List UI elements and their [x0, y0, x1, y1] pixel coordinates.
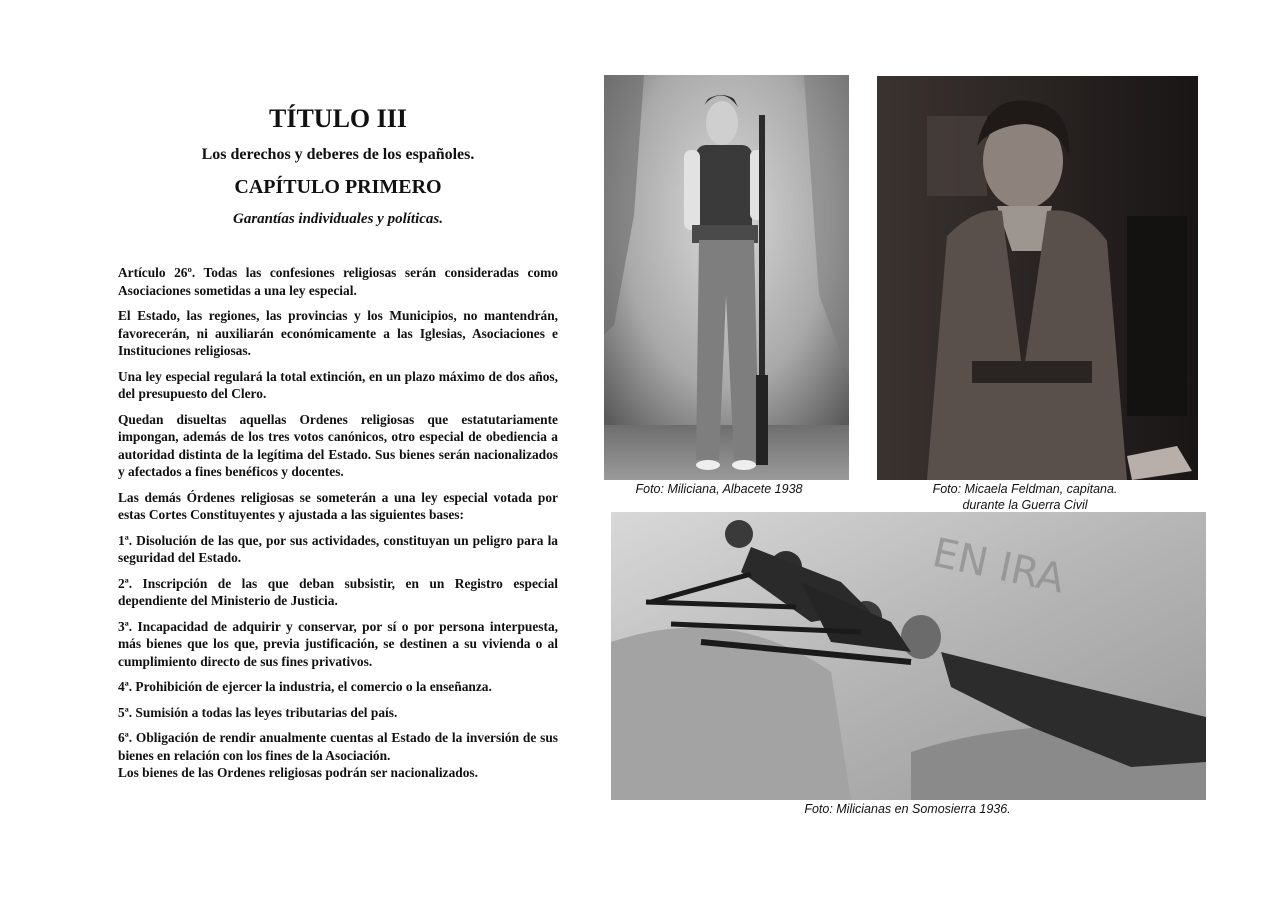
chapter-subtitle: Garantías individuales y políticas.	[232, 211, 443, 227]
photo-micaela-feldman-caption-line2: durante la Guerra Civil	[962, 498, 1088, 512]
article-paragraph: Artículo 26º. Todas las confesiones religiosas serán consideradas como Asociaciones sometidas a una ley especial.	[118, 265, 558, 298]
photo-micaela-feldman-caption	[900, 481, 1150, 513]
article-text	[118, 264, 558, 782]
photo-micaela-feldman-image	[877, 76, 1198, 480]
article-paragraph: Las demás Órdenes religiosas se someterán a una ley especial votada por estas Cortes Constituyentes y ajustada a las siguientes bases:	[118, 489, 558, 522]
svg-text:EN IRA: EN IRA	[928, 529, 1069, 603]
photo-miliciana-image	[604, 75, 849, 480]
article-paragraph: El Estado, las regiones, las provincias y los Municipios, no mantendrán, favorecerán, ni auxiliarán económicamente a las Iglesias, Asociaciones e Instituciones religiosas.	[118, 308, 558, 358]
photo-miliciana	[604, 75, 849, 480]
photo-milicianas-somosierra-caption: Foto: Milicianas en Somosierra 1936.	[804, 802, 1011, 816]
article-paragraph: 1ª. Disolución de las que, por sus actividades, constituyan un peligro para la seguridad del Estado.	[118, 532, 558, 565]
page-title: TÍTULO III	[269, 104, 407, 133]
photo-miliciana-caption: Foto: Miliciana, Albacete 1938	[635, 482, 803, 496]
page-subtitle: Los derechos y deberes de los españoles.	[201, 146, 475, 163]
photo-micaela-feldman	[877, 76, 1198, 480]
article-paragraph: 3ª. Incapacidad de adquirir y conservar, por sí o por persona interpuesta, más bienes que los que, previa justificación, se destinen a su vivienda o al cumplimiento directo de sus fines privativos.	[118, 618, 558, 669]
photo-milicianas-somosierra	[611, 512, 1206, 800]
title-block	[118, 100, 558, 236]
article-paragraph: 4ª. Prohibición de ejercer la industria, el comercio o la enseñanza.	[118, 679, 492, 694]
article-paragraph: 2ª. Inscripción de las que deban subsistir, en un Registro especial dependiente del Ministerio de Justicia.	[118, 575, 558, 608]
article-paragraph: Los bienes de las Ordenes religiosas podrán ser nacionalizados.	[118, 765, 478, 780]
photo-milicianas-somosierra-image	[611, 512, 1206, 800]
article-paragraph: 5ª. Sumisión a todas las leyes tributarias del país.	[118, 704, 398, 720]
photo-micaela-feldman-caption-line1: Foto: Micaela Feldman, capitana.	[932, 482, 1118, 496]
article-paragraph: Quedan disueltas aquellas Ordenes religiosas que estatutariamente impongan, además de los tres votos canónicos, otro especial de obediencia a autoridad distinta de la legítima del Estado. Sus bienes serán nacionalizados y afectados a fines benéficos y docentes.	[118, 411, 558, 479]
article-paragraph: Una ley especial regulará la total extinción, en un plazo máximo de dos años, del presupuesto del Clero.	[118, 368, 558, 401]
chapter-title: CAPÍTULO PRIMERO	[234, 176, 442, 198]
article-paragraph: 6ª. Obligación de rendir anualmente cuentas al Estado de la inversión de sus bienes en relación con los fines de la Asociación.	[118, 730, 558, 763]
